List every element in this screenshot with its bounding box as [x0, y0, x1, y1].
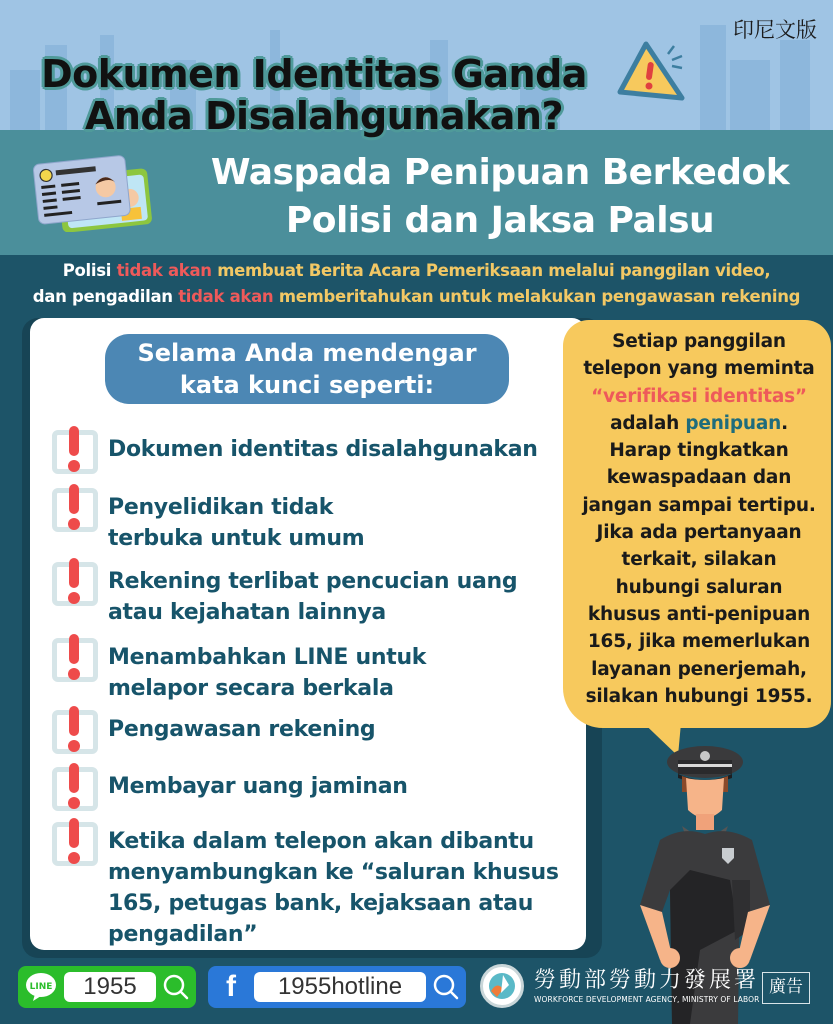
alert-icon [52, 636, 98, 682]
language-version-label: 印尼文版 [733, 18, 817, 42]
notice-line2: dan pengadilan tidak akan memberitahukan untuk melakukan pengawasan rekening [32, 287, 801, 306]
main-title-line1: Dokumen Identitas Ganda [41, 52, 587, 96]
subtitle-line1: Waspada Penipuan Berkedok [210, 152, 790, 193]
alert-icon [52, 560, 98, 606]
keyword-item: Menambahkan LINE untuk melapor secara berkala [52, 636, 426, 704]
subtitle-line2: Polisi dan Jaksa Palsu [285, 200, 715, 241]
line-id-field[interactable]: 1955 [64, 972, 156, 1002]
keyword-item: Membayar uang jaminan [52, 765, 408, 811]
agency-name-en: WORKFORCE DEVELOPMENT AGENCY, MINISTRY OF LABOR [534, 995, 760, 1004]
main-title-line2: Anda Disalahgunakan? [84, 94, 564, 138]
alert-icon [52, 708, 98, 754]
police-notice [0, 258, 833, 310]
facebook-id-field[interactable]: 1955hotline [254, 972, 426, 1002]
keyword-item: Ketika dalam telepon akan dibantu menyambungkan ke “saluran khusus 165, petugas bank, kejaksaan atau pengadilan” [52, 820, 559, 950]
keyword-item: Pengawasan rekening [52, 708, 375, 754]
agency-logo-block [480, 964, 759, 1008]
keyword-item: Rekening terlibat pencucian uang atau kejahatan lainnya [52, 560, 517, 628]
id-card-icon [30, 152, 155, 232]
facebook-search-badge[interactable] [208, 966, 466, 1008]
advertisement-label: 廣告 [762, 972, 810, 1004]
alert-icon [52, 428, 98, 474]
line-logo-icon [24, 972, 58, 1002]
line-search-badge[interactable] [18, 966, 196, 1008]
keyword-item: Dokumen identitas disalahgunakan [52, 428, 538, 474]
keyword-item: Penyelidikan tidak terbuka untuk umum [52, 486, 364, 554]
keywords-heading: Selama Anda mendengar kata kunci seperti: [105, 334, 509, 404]
alert-icon [52, 765, 98, 811]
alert-icon [52, 820, 98, 866]
footer [0, 960, 833, 1024]
speech-bubble-text: Setiap panggilan telepon yang meminta “verifikasi identitas” adalah penipuan. Harap tingkatkan kewaspadaan dan jangan sampai tertipu. Jika ada pertanyaan terkait, silakan hubungi saluran khusus anti-penipuan 165, jika memerlukan layanan penerjemah, silakan hubungi 1955. [582, 331, 816, 707]
notice-line1: Polisi tidak akan membuat Berita Acara Pemeriksaan melalui panggilan video, [62, 261, 771, 280]
agency-name-zh: 勞動部勞動力發展署 [534, 968, 760, 993]
facebook-logo-icon: f [226, 970, 236, 1003]
svg-text:LINE: LINE [29, 982, 53, 992]
search-icon[interactable] [432, 973, 460, 1001]
agency-seal-icon [480, 964, 524, 1008]
alert-icon [52, 486, 98, 532]
search-icon[interactable] [162, 973, 190, 1001]
